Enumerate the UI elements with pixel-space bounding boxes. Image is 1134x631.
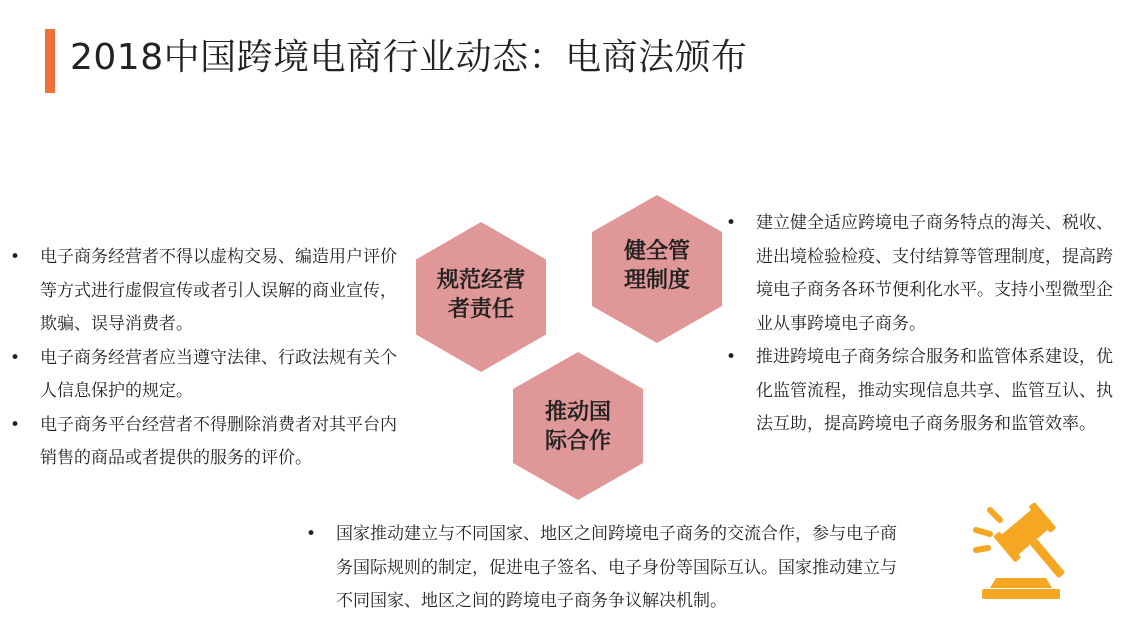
list-item: • 建立健全适应跨境电子商务特点的海关、税收、进出境检验检疫、支付结算等管理制度，提高跨境电子商务各环节便利化水平。支持小型微型企业从事跨境电子商务。 [726,207,1114,341]
gavel-icon [970,496,1072,600]
list-item: • 国家推动建立与不同国家、地区之间跨境电子商务的交流合作，参与电子商务国际规则的制定，促进电子签名、电子身份等国际互认。国家推动建立与不同国家、地区之间的跨境电子商务争议解决机制。 [306,518,906,619]
right-bullet-list [726,207,1114,442]
hexagon-label [416,266,546,324]
hexagon-label-line: 规范经营 [436,268,525,293]
hexagon-operator-responsibility [416,222,546,372]
hexagon-label-line: 理制度 [623,268,690,293]
left-bullet-list [10,241,400,476]
list-item: • 电子商务经营者不得以虚构交易、编造用户评价等方式进行虚假宣传或者引人误解的商业宣传，欺骗、误导消费者。 [10,241,400,342]
hexagon-label-line: 者责任 [447,297,514,322]
hexagon-international-cooperation [513,352,643,500]
list-item: • 电子商务经营者应当遵守法律、行政法规有关个人信息保护的规定。 [10,342,400,409]
bottom-bullet-list [306,518,906,619]
hexagon-label-line: 健全管 [623,239,690,264]
hexagon-label [513,398,643,456]
list-item: • 电子商务平台经营者不得删除消费者对其平台内销售的商品或者提供的服务的评价。 [10,409,400,476]
list-item: • 推进跨境电子商务综合服务和监管体系建设，优化监管流程，推动实现信息共享、监管互认、执法互助，提高跨境电子商务服务和监管效率。 [726,341,1114,442]
page-title: 2018中国跨境电商行业动态：电商法颁布 [70,37,748,78]
hexagon-management-system [592,195,722,343]
title-accent-bar [45,29,55,93]
hexagon-label-line: 际合作 [544,429,611,454]
hexagon-label-line: 推动国 [544,400,611,425]
hexagon-label [592,237,722,295]
